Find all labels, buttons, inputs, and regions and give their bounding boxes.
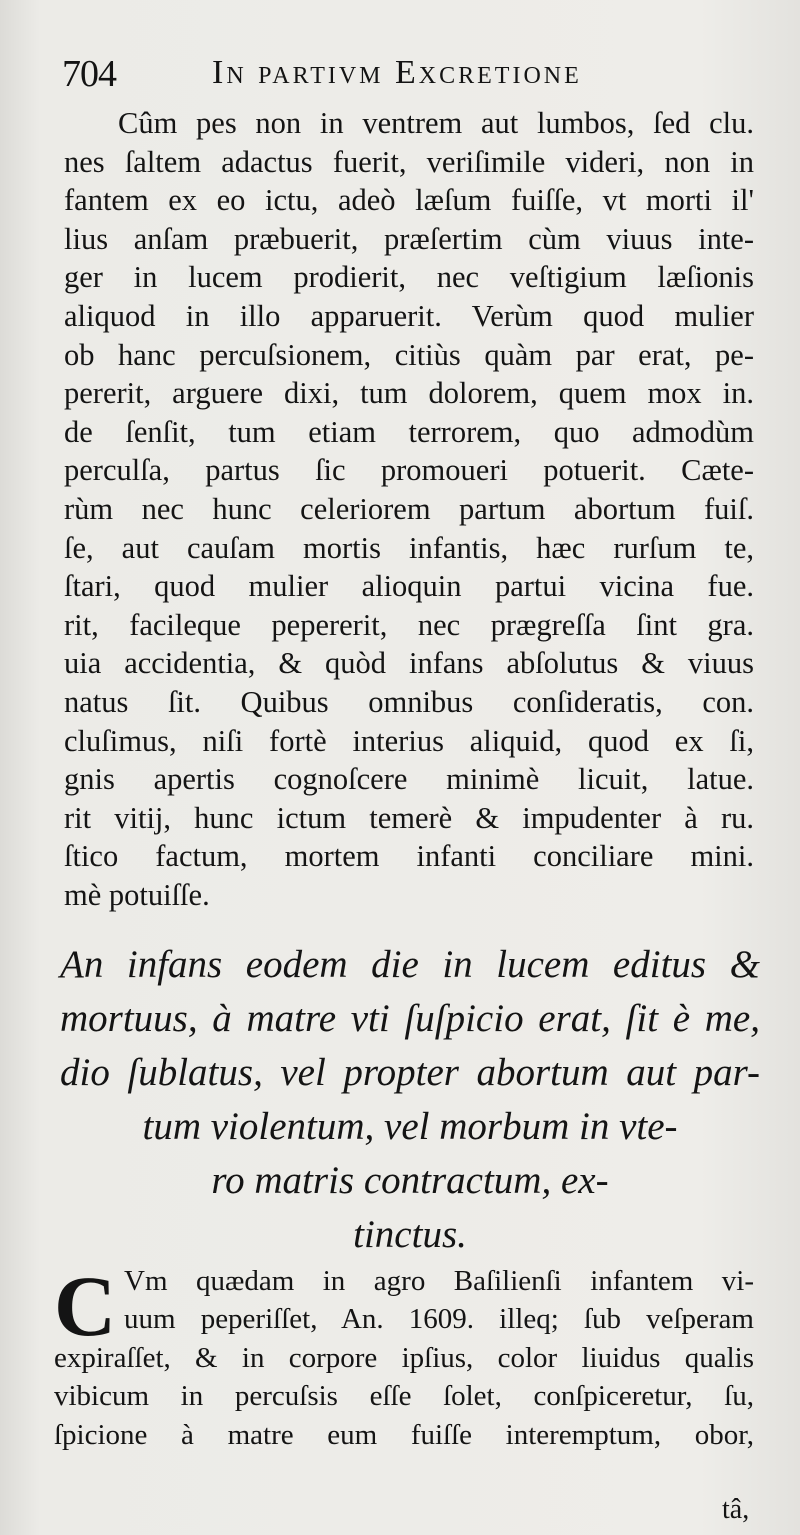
page-number: 704	[62, 53, 116, 95]
heading-line: tum violentum, vel morbum in vte-	[142, 1105, 678, 1148]
text-line: ſtari, quod mulier alioquin partui vicina fue.	[64, 569, 754, 604]
text-line: perculſa, partus ſic promoueri potuerit. Cæte-	[64, 453, 754, 488]
text-line: ger in lucem prodierit, nec veſtigium læſionis	[64, 260, 754, 295]
text-line: lius anſam præbuerit, præſertim cùm viuus inte-	[64, 221, 754, 256]
heading-line: dio ſublatus, vel propter abortum aut par-	[60, 1051, 760, 1094]
text-line: fantem ex eo ictu, adeò læſum fuiſſe, vt morti il'	[64, 183, 754, 218]
text-line: rit vitij, hunc ictum temerè & impudenter à ru.	[64, 800, 754, 835]
text-line: uia accidentia, & quòd infans abſolutus & viuus	[64, 646, 754, 681]
catchword: tâ,	[722, 1494, 750, 1525]
heading-line: An infans eodem die in lucem editus &	[60, 943, 760, 986]
text-line: gnis apertis cognoſcere minimè licuit, latue.	[64, 762, 754, 797]
page-header	[62, 52, 752, 96]
running-head: In partivm Excretione	[212, 54, 582, 91]
heading-line: ro matris contractum, ex-	[211, 1159, 609, 1202]
text-line: ſpicione à matre eum fuiſſe interemptum, obor,	[54, 1418, 754, 1451]
text-line: Vm quædam in agro Baſilienſi infantem vi-	[124, 1265, 754, 1297]
text-line: cluſimus, niſi fortè interius aliquid, quod ex ſi,	[64, 723, 754, 758]
text-line: ſe, aut cauſam mortis infantis, hæc rurſum te,	[64, 530, 754, 565]
text-line: rit, facileque pepererit, nec prægreſſa ſint gra.	[64, 607, 754, 642]
section-heading	[60, 938, 760, 1262]
drop-cap: C	[54, 1258, 117, 1354]
text-line: Cûm pes non in ventrem aut lumbos, ſed clu.	[118, 106, 754, 140]
text-line: ob hanc percuſsionem, citiùs quàm par erat, pe-	[64, 337, 754, 372]
heading-line: tinctus.	[353, 1213, 467, 1256]
text-line: ſtico factum, mortem infanti conciliare mini.	[64, 839, 754, 874]
text-line: vibicum in percuſsis eſſe ſolet, conſpiceretur, ſu,	[54, 1380, 754, 1413]
text-line: nes ſaltem adactus fuerit, veriſimile videri, non in	[64, 144, 754, 179]
paragraph-1	[64, 104, 754, 914]
heading-line: mortuus, à matre vti ſuſpicio erat, ſit è me,	[60, 997, 760, 1040]
text-line: de ſenſit, tum etiam terrorem, quo admodùm	[64, 414, 754, 449]
text-line: pererit, arguere dixi, tum dolorem, quem mox in.	[64, 376, 754, 411]
text-line: rùm nec hunc celeriorem partum abortum fuiſ.	[64, 491, 754, 526]
text-line: mè potuiſſe.	[64, 877, 210, 912]
text-line: aliquod in illo apparuerit. Verùm quod mulier	[64, 298, 754, 333]
paragraph-2	[54, 1258, 754, 1454]
text-line: uum peperiſſet, An. 1609. illeq; ſub veſperam	[124, 1303, 754, 1336]
text-line: expiraſſet, & in corpore ipſius, color liuidus qualis	[54, 1341, 754, 1374]
text-line: natus ſit. Quibus omnibus conſideratis, con.	[64, 684, 754, 719]
